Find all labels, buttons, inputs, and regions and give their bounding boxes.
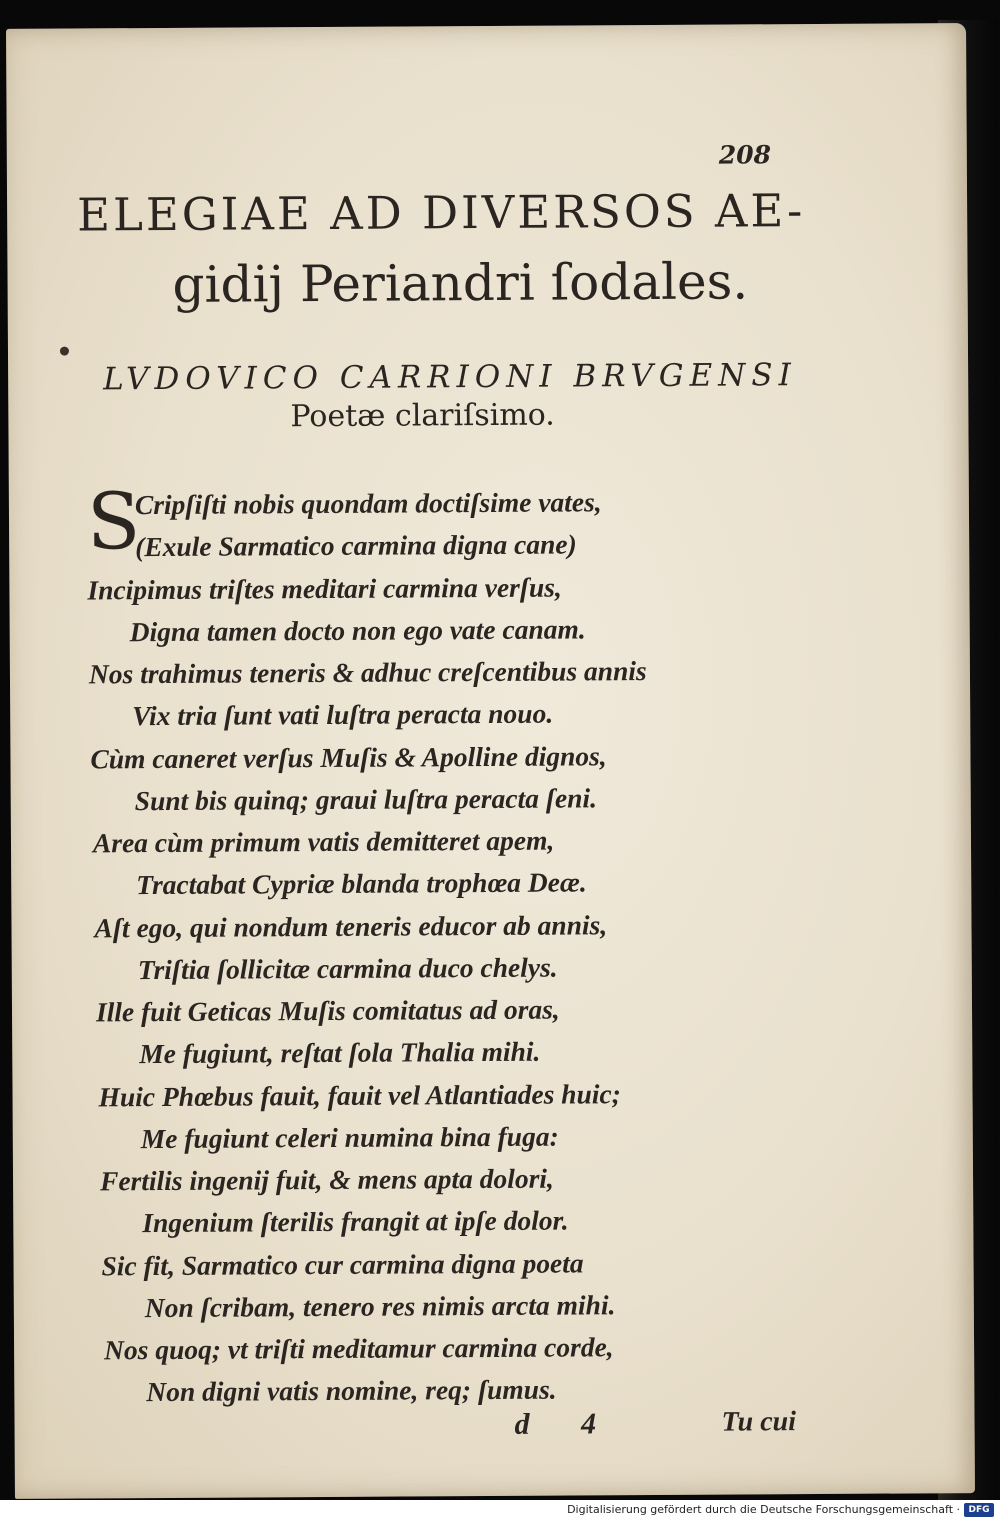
poem-body [6,23,975,1499]
verse-line: Me fugiunt celeri numina bina fuga: [140,1120,559,1155]
verse-line: Me fugiunt, reſtat ſola Thalia mihi. [139,1035,541,1070]
verse-line: Ingenium ſterilis frangit at ipſe dolor. [142,1204,569,1239]
verse-line: Vix tria ſunt vati luſtra peracta nouo. [132,697,554,732]
verse-line: Incipimus triſtes meditari carmina verſus, [87,571,562,606]
verse-line: Cùm caneret verſus Muſis & Apolline dignos, [90,740,607,775]
dedication-line-2: Poetæ clariſsimo. [290,397,555,435]
verse-line: Non digni vatis nomine, req; ſumus. [146,1373,557,1408]
verse-line: Nos quoq; vt triſti meditamur carmina corde, [103,1331,614,1366]
verse-line: Area cùm primum vatis demitteret apem, [92,824,555,859]
verse-line: Sunt bis quinq; graui luſtra peracta ſeni. [134,782,598,817]
verse-line: (Exule Sarmatico carmina digna cane) [135,528,577,563]
verse-line: Fertilis ingenij fuit, & mens apta dolori, [99,1162,554,1197]
verse-line: Cripſiſti nobis quondam doctiſsime vates, [134,486,602,521]
page-number: 208 [718,140,772,170]
book-page [6,23,975,1499]
verse-line: Sic fit, Sarmatico cur carmina digna poeta [101,1247,584,1282]
verse-line: Tractabat Cypriæ blanda trophœa Deæ. [136,866,587,901]
drop-cap: S [86,477,141,568]
funding-credit: Digitalisierung gefördert durch die Deutsche Forschungsgemeinschaft · [567,1503,960,1516]
dfg-logo: DFG [964,1503,994,1517]
page-title-line-2: gidij Periandri ſodales. [172,252,749,314]
verse-line: Triſtia ſollicitæ carmina duco chelys. [137,951,558,986]
digitization-footer [0,1500,1000,1520]
page-title-line-1: ELEGIAE AD DIVERSOS AE- [76,184,806,242]
dedication-line-1: LVDOVICO CARRIONI BRVGENSI [103,357,797,398]
signature-mark: d 4 [514,1407,619,1441]
verse-line: Non ſcribam, tenero res nimis arcta mihi. [144,1289,616,1324]
verse-line: Huic Phœbus fauit, fauit vel Atlantiades huic; [98,1078,621,1113]
verse-line: Ille fuit Geticas Muſis comitatus ad oras, [95,993,560,1028]
verse-line: Digna tamen docto non ego vate canam. [129,613,586,648]
verse-line: Nos trahimus teneris & adhuc creſcentibus annis [88,655,647,690]
catchword: Tu cui [721,1406,797,1438]
verse-line: Aſt ego, qui nondum teneris educor ab annis, [94,909,608,944]
